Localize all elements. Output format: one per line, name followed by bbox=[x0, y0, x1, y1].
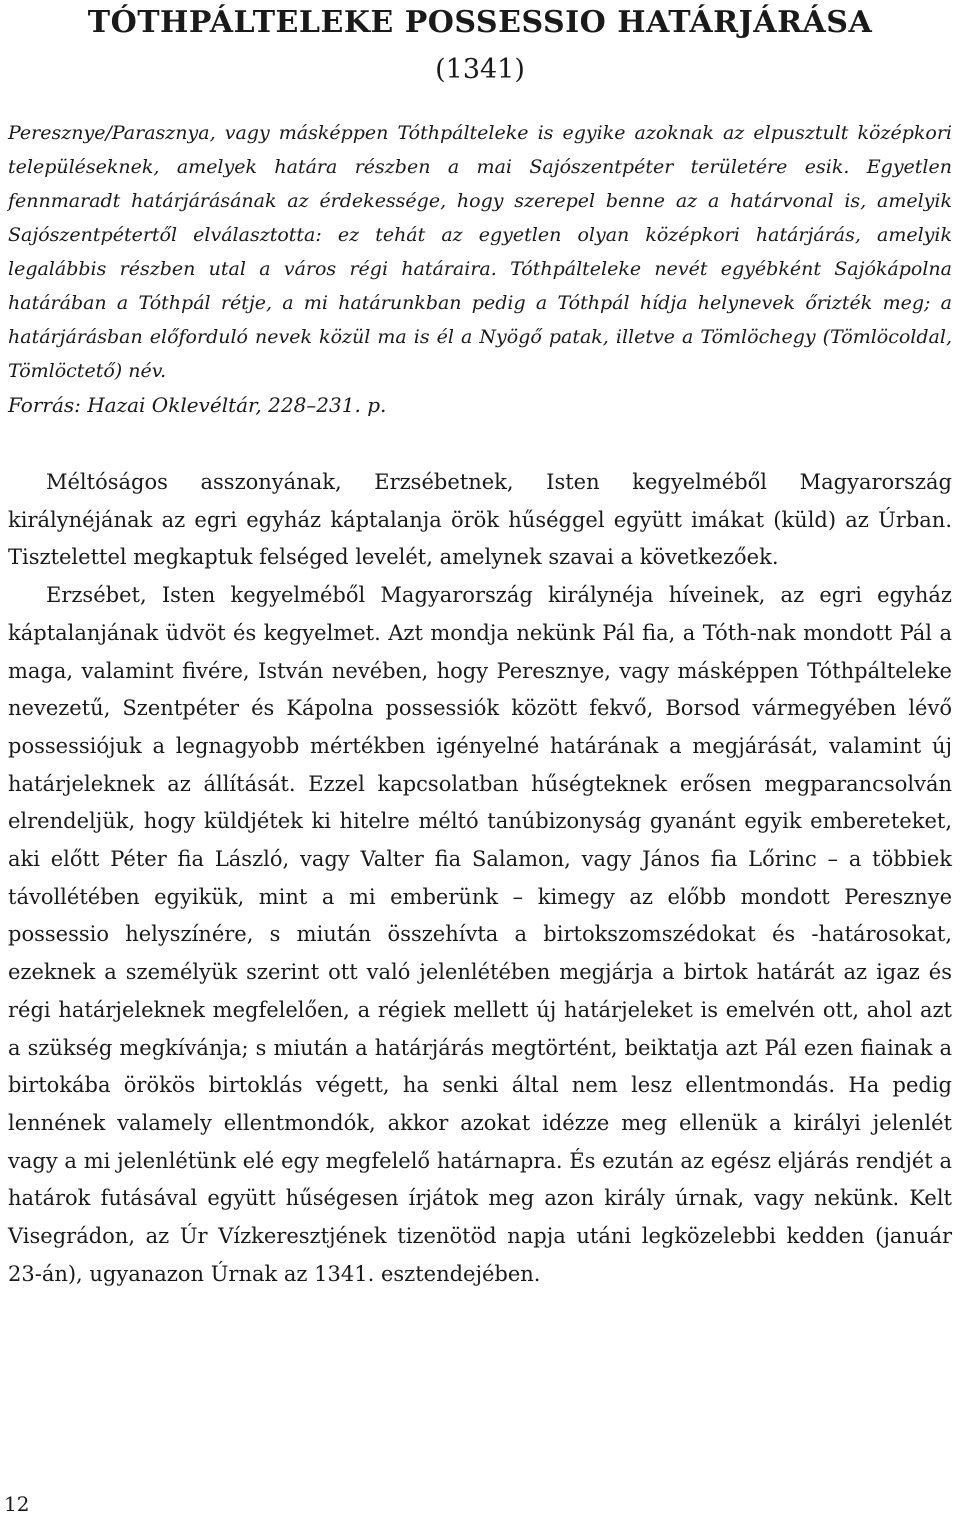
title-year: (1341) bbox=[435, 54, 525, 85]
intro-section bbox=[8, 116, 952, 422]
charter-text bbox=[8, 464, 952, 1293]
document-page bbox=[8, 0, 952, 1520]
intro-paragraph: Peresznye/Parasznya, vagy másképpen Tóthpálteleke is egyike azoknak az elpusztult középkori településeknek, amelyek határa részben a mai Sajószentpéter területére esik. Egyetlen fennmaradt határjárásának az érdekessége, hogy szerepel benne az a határvonal is, amelyik Sajószentpétertől elválasztotta: ez tehát az egyetlen olyan középkori határjárás, amelyik legalábbis részben utal a város régi határaira. Tóthpálteleke nevét egyébként Sajókápolna határában a Tóthpál rétje, a mi határunkban pedig a Tóthpál hídja helynevek őrizték meg; a határjárásban előforduló nevek közül ma is él a Nyögő patak, illetve a Tömlöchegy (Tömlöcoldal, Tömlöctető) név. bbox=[8, 122, 952, 382]
source-citation: Forrás: Hazai Oklevéltár, 228–231. p. bbox=[8, 393, 387, 417]
page-title: TÓTHPÁLTELEKE POSSESSIO HATÁRJÁRÁSA bbox=[87, 5, 873, 40]
charter-paragraph-2: Erzsébet, Isten kegyelméből Magyarország királynéja híveinek, az egri egyház káptalanjának üdvöt és kegyelmet. Azt mondja nekünk Pál fia, a Tóth-nak mondott Pál a maga, valamint fivére, István nevében, hogy Peresznye, vagy másképpen Tóthpálteleke nevezetű, Szentpéter és Kápolna possessiók között fekvő, Borsod vármegyében lévő possessiójuk a legnagyobb mértékben igényelné határának a megjárását, valamint új határjeleknek az állítását. Ezzel kapcsolatban hűségteknek erősen megparancsolván elrendeljük, hogy küldjétek ki hitelre méltó tanúbizonyság gyanánt egyik embereteket, aki előtt Péter fia László, vagy Valter fia Salamon, vagy János fia Lőrinc – a többiek távollétében egyikük, mint a mi emberünk – kimegy az előbb mondott Peresznye possessio helyszínére, s miután összehívta a birtokszomszédokat és -határosokat, ezeknek a személyük szerint ott való jelenlétében megjárja a birtok határát az igaz és régi határjeleknek megfelelően, a régiek mellett új határjeleket is emelvén ott, ahol azt a szükség megkívánja; s miután a határjárás megtörtént, beiktatja azt Pál ezen fiainak a birtokába örökös birtoklás végett, ha senki által nem lesz ellentmondás. Ha pedig lennének valamely ellentmondók, akkor azokat idézze meg ellenük a királyi jelenlét vagy a mi jelenlétünk elé egy megfelelő határnapra. És ezután az egész eljárás rendjét a határok futásával együtt hűségesen írjátok meg azon király úrnak, vagy nekünk. Kelt Visegrádon, az Úr Vízkeresztjének tizenötöd napja utáni legközelebbi kedden (január 23-án), ugyanazon Úrnak az 1341. esztendejében. bbox=[8, 583, 952, 1286]
page-number: 12 bbox=[4, 1492, 30, 1516]
charter-paragraph-1: Méltóságos asszonyának, Erzsébetnek, Isten kegyelméből Magyarország királynéjának az egri egyház káptalanja örök hűséggel együtt imákat (küld) az Úrban. Tisztelettel megkaptuk felséged levelét, amelynek szavai a következőek. bbox=[8, 470, 952, 570]
